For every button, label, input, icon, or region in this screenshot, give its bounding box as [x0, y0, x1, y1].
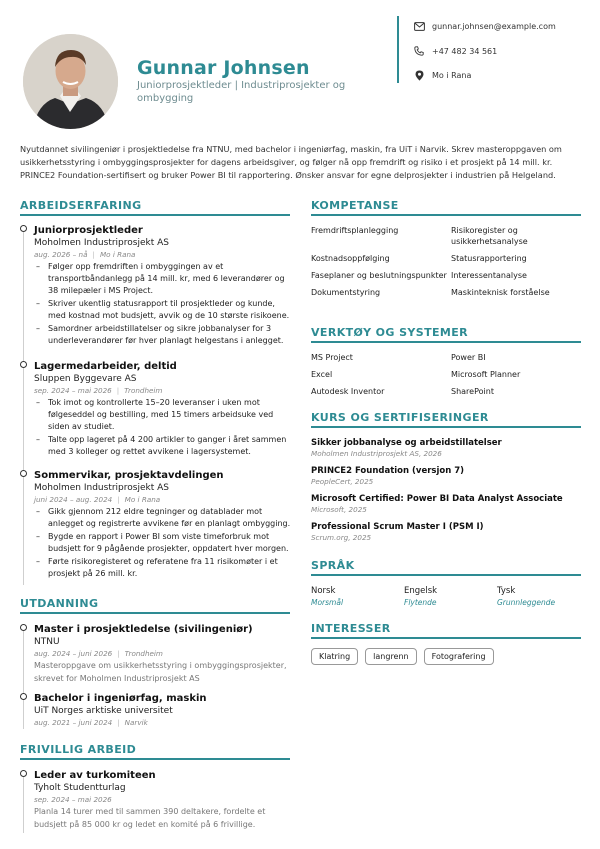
language-item [404, 585, 494, 608]
volunteer-meta: sep. 2024 – mai 2026 [34, 795, 112, 804]
degree: Master i prosjektledelse (sivilingeniør) [34, 624, 253, 635]
cert-name: Professional Scrum Master I (PSM I) [311, 522, 484, 532]
candidate-headline: Juniorprosjektleder | Industriprosjekter og ombygging [137, 80, 346, 104]
candidate-name: Gunnar Johnsen [137, 57, 310, 79]
cert-issuer: Microsoft, 2025 [311, 505, 367, 514]
section-title-volunteer: FRIVILLIG ARBEID [20, 743, 137, 756]
interest-tag: Fotografering [424, 648, 494, 665]
cert-issuer: Moholmen Industriprosjekt AS, 2026 [311, 449, 442, 458]
job-title: Lagermedarbeider, deltid [34, 361, 177, 372]
cert-issuer: Scrum.org, 2025 [311, 533, 372, 542]
map-pin-icon [413, 69, 425, 81]
language-item [497, 585, 587, 608]
tool-item: Power BI [451, 353, 486, 362]
skill-item: Interessentanalyse [451, 271, 527, 280]
cert-item [311, 521, 581, 543]
section-rule [311, 426, 581, 428]
experience-entry [34, 469, 292, 581]
timeline-dot [20, 770, 27, 777]
skill-item: Risikoregister og usikkerhetsanalyse [451, 226, 528, 246]
education-meta: aug. 2021 – juni 2024 | Narvik [34, 718, 148, 727]
interest-tag: langrenn [365, 648, 416, 665]
job-title: Sommervikar, prosjektavdelingen [34, 470, 224, 481]
skill-item: Fremdriftsplanlegging [311, 226, 399, 235]
experience-entry [34, 224, 292, 348]
language-name: Engelsk [404, 586, 438, 596]
bullet: – Bygde en rapport i Power BI som viste timeforbruk mot budsjett for 9 pågående prosjekter, oppdatert hver morgen. [34, 531, 292, 555]
phone-icon [413, 45, 425, 57]
section-rule [20, 612, 290, 614]
section-title-interests: INTERESSER [311, 622, 391, 635]
job-bullets [34, 397, 292, 458]
cert-item [311, 493, 581, 515]
language-level: Morsmål [311, 598, 344, 607]
tool-item: Autodesk Inventor [311, 387, 385, 396]
job-meta: sep. 2024 – mai 2026 | Trondheim [34, 386, 163, 395]
section-rule [311, 341, 581, 343]
skill-item: Maskinteknisk forståelse [451, 288, 550, 297]
bullet: – Talte opp lageret på 4 200 artikler to ganger i året sammen med 3 kolleger og rettet avvikene i lagersystemet. [34, 434, 292, 458]
section-rule [311, 637, 581, 639]
bullet: – Førte risikoregisteret og referatene fra 11 risikomøter i et prosjekt på 26 mill. kr. [34, 556, 292, 580]
education-desc: Masteroppgave om usikkerhetsstyring i ombyggingsprosjekter, skrevet for Moholmen Industriprosjekt AS [34, 661, 287, 683]
contact-phone[interactable]: +47 482 34 561 [413, 45, 497, 57]
cert-item [311, 465, 581, 487]
bullet: – Tok imot og kontrollerte 15–20 leveranser i uken mot følgeseddel og bestilling, med 15 timers arbeidsuke ved siden av studiet. [34, 397, 292, 433]
tool-item: SharePoint [451, 387, 494, 396]
bullet: – Skriver ukentlig statusrapport til prosjektleder og kunde, med kostnad mot budsjett, avvik og de 10 største risikoene. [34, 298, 292, 322]
job-meta: aug. 2026 – nå | Mo i Rana [34, 250, 136, 259]
volunteer-role: Leder av turkomiteen [34, 770, 156, 781]
language-level: Grunnleggende [497, 598, 556, 607]
interest-tags [311, 648, 494, 665]
skill-item: Dokumentstyring [311, 288, 381, 297]
section-title-tools: VERKTØY OG SYSTEMER [311, 326, 469, 339]
section-rule [311, 574, 581, 576]
school: NTNU [34, 637, 60, 647]
job-meta: juni 2024 – aug. 2024 | Mo i Rana [34, 495, 161, 504]
section-title-skills: KOMPETANSE [311, 199, 399, 212]
section-title-education: UTDANNING [20, 597, 99, 610]
language-level: Flytende [404, 598, 437, 607]
language-name: Tysk [497, 586, 516, 596]
language-name: Norsk [311, 586, 336, 596]
skill-item: Faseplaner og beslutningspunkter [311, 271, 447, 280]
bullet: – Gikk gjennom 212 eldre tegninger og datablader mot anlegget og registrerte avvikene før en planlagt ombygging. [34, 506, 292, 530]
section-title-experience: ARBEIDSERFARING [20, 199, 142, 212]
tools-grid [311, 352, 581, 397]
interest-tag: Klatring [311, 648, 358, 665]
degree: Bachelor i ingeniørfag, maskin [34, 693, 207, 704]
tool-item: MS Project [311, 353, 353, 362]
cert-item [311, 437, 581, 459]
header-divider [397, 16, 399, 83]
timeline-dot [20, 361, 27, 368]
section-title-languages: SPRÅK [311, 559, 355, 572]
employer: Moholmen Industriprosjekt AS [34, 483, 169, 493]
tool-item: Excel [311, 370, 333, 379]
cert-issuer: PeopleCert, 2025 [311, 477, 374, 486]
job-bullets [34, 261, 292, 347]
cert-name: Sikker jobbanalyse og arbeidstillatelser [311, 438, 502, 448]
cert-name: Microsoft Certified: Power BI Data Analyst Associate [311, 494, 563, 504]
skill-item: Kostnadsoppfølging [311, 254, 390, 263]
education-entry [34, 623, 292, 685]
tool-item: Microsoft Planner [451, 370, 521, 379]
timeline-dot [20, 693, 27, 700]
job-title: Juniorprosjektleder [34, 225, 143, 236]
employer: Moholmen Industriprosjekt AS [34, 238, 169, 248]
volunteer-entry [34, 769, 292, 831]
bullet: – Samordner arbeidstillatelser og sikre jobbanalyser for 3 underleverandører før hver planlagt helgestans i anlegget. [34, 323, 292, 347]
education-meta: aug. 2024 – juni 2026 | Trondheim [34, 649, 163, 658]
section-rule [311, 214, 581, 216]
school: UiT Norges arktiske universitet [34, 706, 173, 716]
profile-photo [23, 34, 118, 129]
timeline-dot [20, 624, 27, 631]
envelope-icon [413, 20, 425, 32]
experience-entry [34, 360, 292, 459]
volunteer-desc: Planla 14 turer med til sammen 390 deltakere, fordelte et budsjett på 85 000 kr og ledet en komité på 6 frivillige. [34, 807, 266, 829]
employer: Sluppen Byggevare AS [34, 374, 137, 384]
section-rule [20, 214, 290, 216]
contact-location: Mo i Rana [413, 69, 471, 81]
profile-summary: Nyutdannet sivilingeniør i prosjektledelse fra NTNU, med bachelor i ingeniørfag, maskin, fra UiT i Narvik. Skrev masteroppgaven om usikkerhetsstyring i ombyggingsprosjekter for dagens arbeidsgiver, og følger nå opp fremdrift og risiko i et prosjekt på 14 mill. kr. PRINCE2 Foundation-sertifisert og bruker Power BI til rapportering. Ønsker ansvar for egne delprosjekter i industrien på Helgeland. [20, 144, 562, 180]
timeline-dot [20, 225, 27, 232]
timeline-line [23, 231, 24, 585]
timeline-line [23, 775, 24, 833]
section-rule [20, 758, 290, 760]
skill-item: Statusrapportering [451, 254, 527, 263]
language-item [311, 585, 401, 608]
volunteer-org: Tyholt Studentturlag [34, 783, 126, 793]
job-bullets [34, 506, 292, 580]
timeline-line [23, 629, 24, 729]
bullet: – Følger opp fremdriften i ombyggingen av et transportbåndanlegg på 14 mill. kr, med 6 leverandører og 38 milepæler i MS Project. [34, 261, 292, 297]
cert-name: PRINCE2 Foundation (versjon 7) [311, 466, 465, 476]
skills-grid [311, 225, 581, 298]
contact-email[interactable]: gunnar.johnsen@example.com [413, 20, 556, 32]
education-entry [34, 692, 292, 728]
section-title-certs: KURS OG SERTIFISERINGER [311, 411, 489, 424]
timeline-dot [20, 470, 27, 477]
